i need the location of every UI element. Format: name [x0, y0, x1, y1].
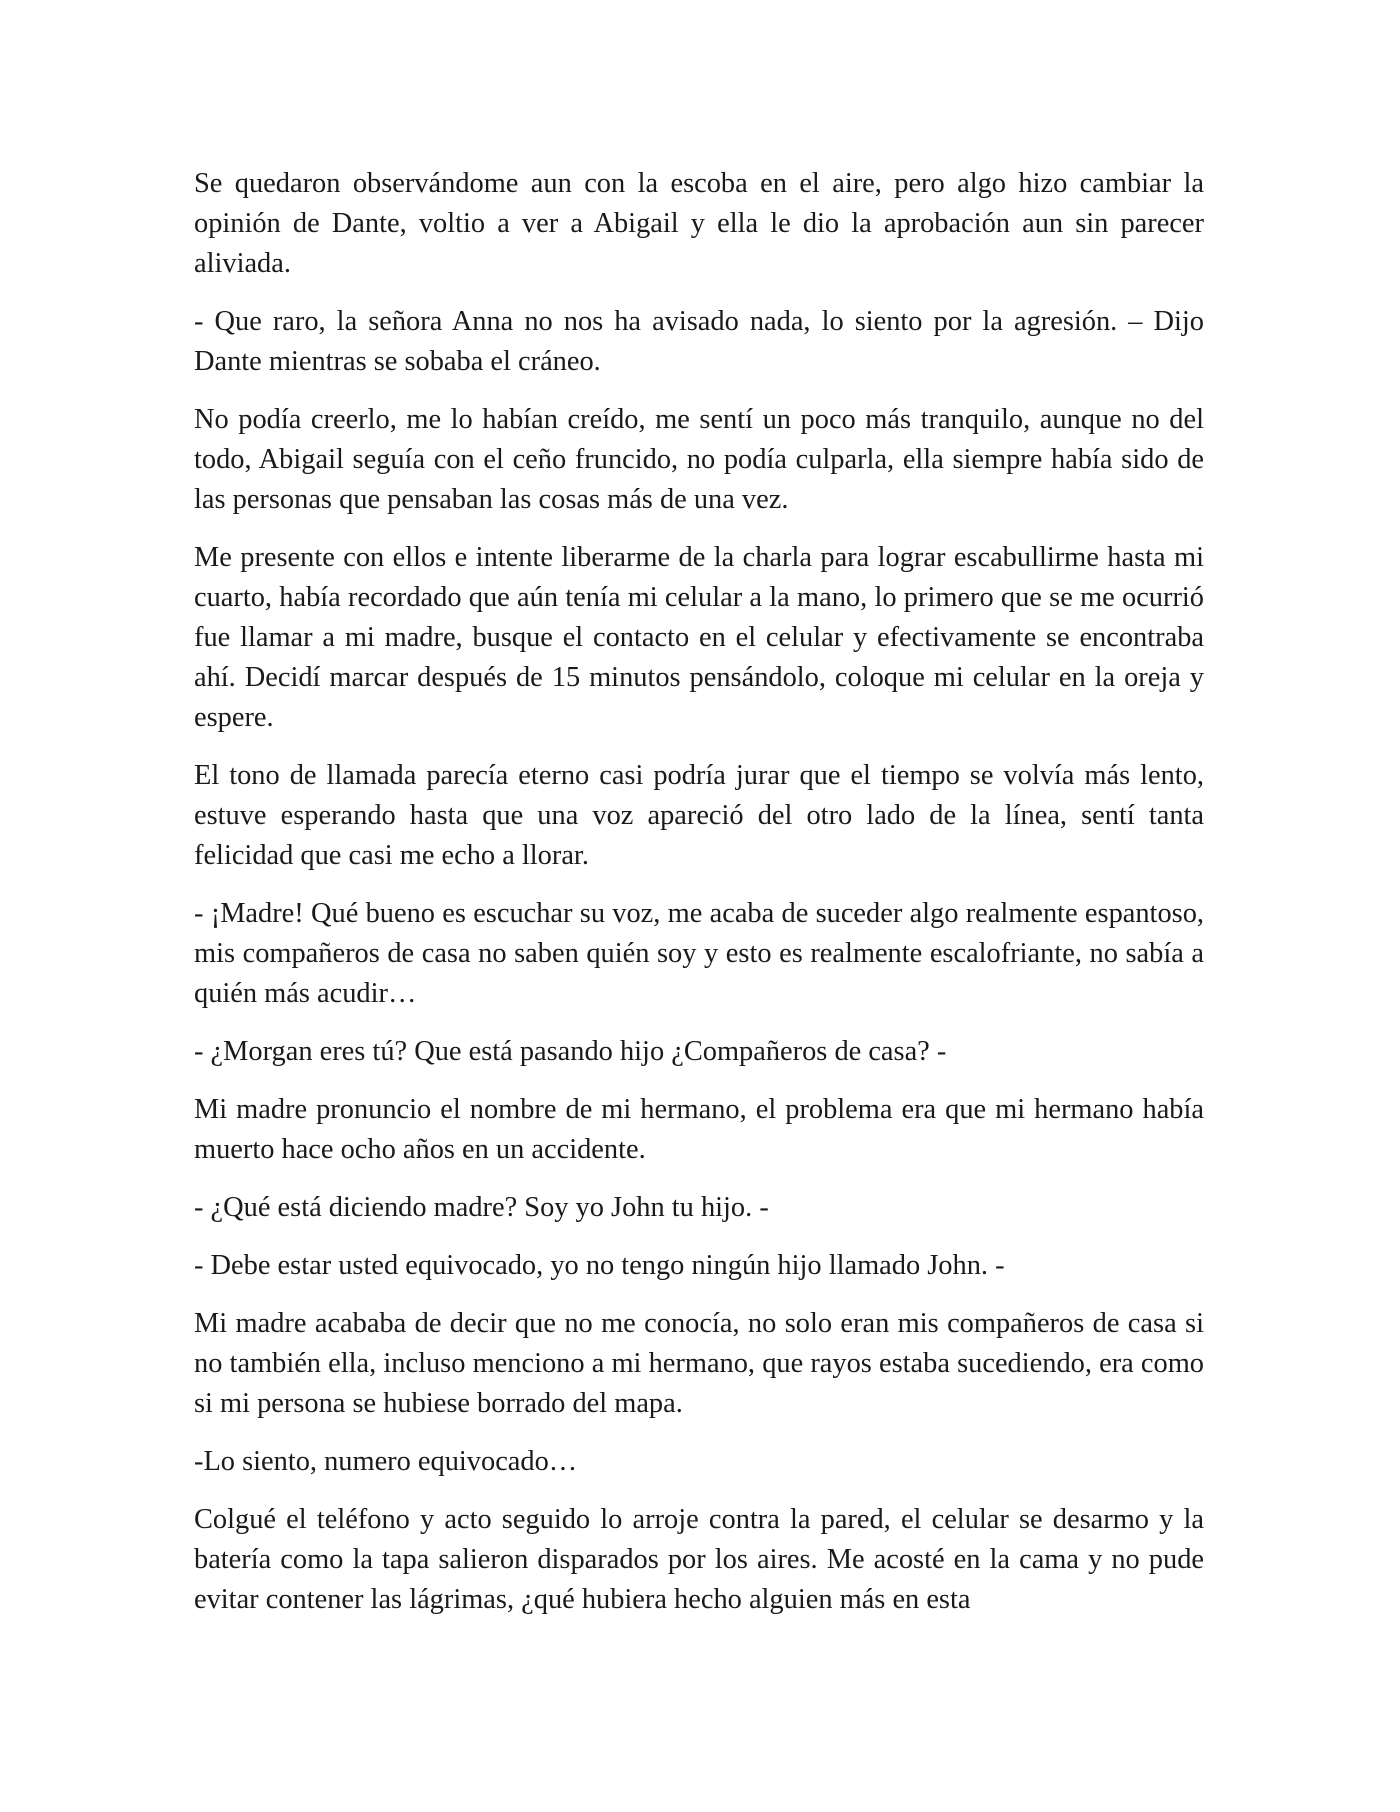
paragraph-2: - Que raro, la señora Anna no nos ha avisado nada, lo siento por la agresión. – Dijo Dante mientras se sobaba el cráneo.	[194, 306, 1204, 377]
paragraph-7: - ¿Morgan eres tú? Que está pasando hijo ¿Compañeros de casa? -	[194, 1036, 947, 1067]
paragraph-4: Me presente con ellos e intente liberarme de la charla para lograr escabullirme hasta mi cuarto, había recordado que aún tenía mi celular a la mano, lo primero que se me ocurrió fue llamar a mi madre, busque el contacto en el celular y efectivamente se encontraba ahí. Decidí marcar después de 15 minutos pensándolo, coloque mi celular en la oreja y espere.	[194, 542, 1204, 733]
paragraph-1: Se quedaron observándome aun con la escoba en el aire, pero algo hizo cambiar la opinión de Dante, voltio a ver a Abigail y ella le dio la aprobación aun sin parecer aliviada.	[194, 168, 1204, 279]
paragraph-9: - ¿Qué está diciendo madre? Soy yo John tu hijo. -	[194, 1192, 769, 1223]
paragraph-10: - Debe estar usted equivocado, yo no tengo ningún hijo llamado John. -	[194, 1250, 1005, 1281]
paragraph-12: -Lo siento, numero equivocado…	[194, 1446, 578, 1477]
document-page	[194, 164, 1204, 1620]
paragraph-13: Colgué el teléfono y acto seguido lo arroje contra la pared, el celular se desarmo y la batería como la tapa salieron disparados por los aires. Me acosté en la cama y no pude evitar contener las lágrimas, ¿qué hubiera hecho alguien más en esta	[194, 1504, 1204, 1615]
paragraph-5: El tono de llamada parecía eterno casi podría jurar que el tiempo se volvía más lento, estuve esperando hasta que una voz apareció del otro lado de la línea, sentí tanta felicidad que casi me echo a llorar.	[194, 760, 1204, 871]
paragraph-11: Mi madre acababa de decir que no me conocía, no solo eran mis compañeros de casa si no también ella, incluso menciono a mi hermano, que rayos estaba sucediendo, era como si mi persona se hubiese borrado del mapa.	[194, 1308, 1204, 1419]
paragraph-6: - ¡Madre! Qué bueno es escuchar su voz, me acaba de suceder algo realmente espantoso, mis compañeros de casa no saben quién soy y esto es realmente escalofriante, no sabía a quién más acudir…	[194, 898, 1204, 1009]
paragraph-8: Mi madre pronuncio el nombre de mi hermano, el problema era que mi hermano había muerto hace ocho años en un accidente.	[194, 1094, 1204, 1165]
paragraph-3: No podía creerlo, me lo habían creído, me sentí un poco más tranquilo, aunque no del todo, Abigail seguía con el ceño fruncido, no podía culparla, ella siempre había sido de las personas que pensaban las cosas más de una vez.	[194, 404, 1204, 515]
